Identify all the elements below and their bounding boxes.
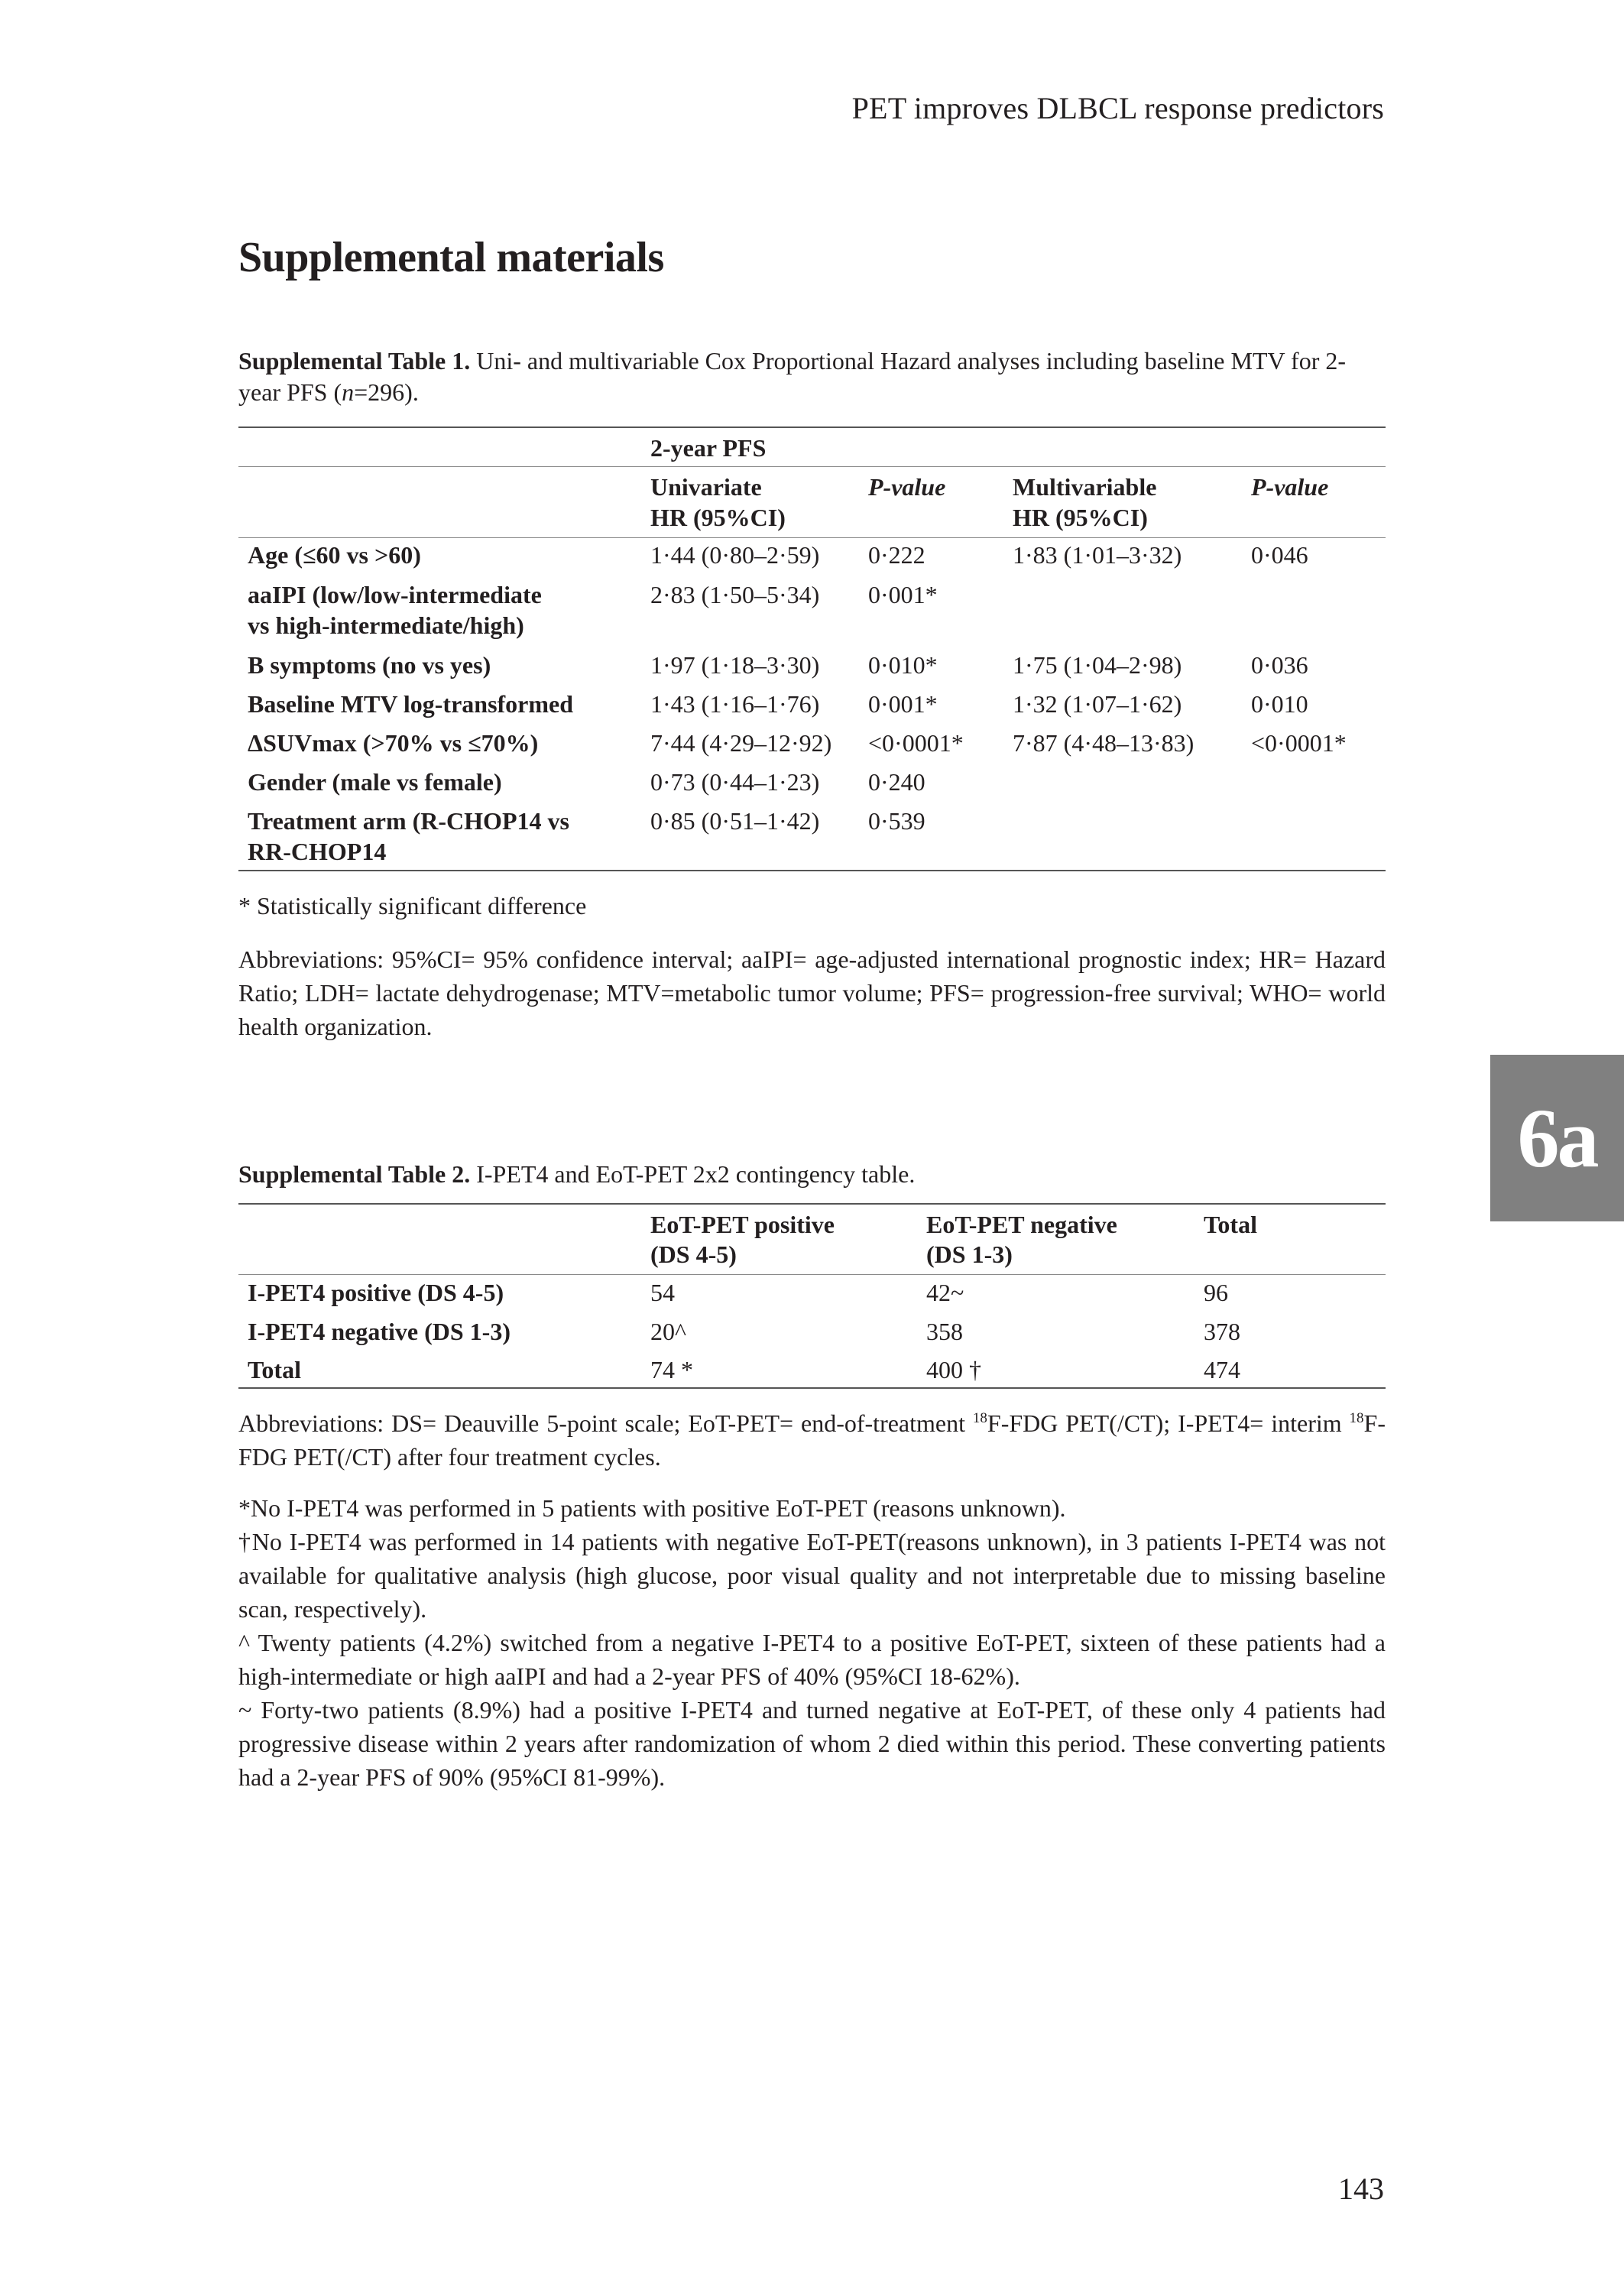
running-header: PET improves DLBCL response predictors [851, 91, 1384, 125]
table1-row-pvalue-2: 0·036 [1251, 651, 1308, 679]
table1-row-pvalue-1: 0·001* [868, 581, 938, 608]
table1-row-univariate: 1·44 (0·80–2·59) [650, 541, 820, 569]
table1-row-label: aaIPI (low/low-intermediate [248, 581, 542, 608]
table1-row-pvalue-1: 0·001* [868, 690, 938, 718]
table2-row-label: I-PET4 positive (DS 4-5) [248, 1279, 504, 1306]
table1-row-pvalue-1: 0·539 [868, 807, 925, 835]
table1-caption [238, 345, 1386, 408]
table1-row-univariate: 1·97 (1·18–3·30) [650, 651, 820, 679]
table2-abbr-part2: F-FDG PET(/CT); I-PET4= interim [987, 1409, 1350, 1437]
table1-row-label: Treatment arm (R-CHOP14 vs [248, 807, 569, 835]
table2-top-rule [238, 1203, 1386, 1205]
table2-note: *No I-PET4 was performed in 5 patients with positive EoT-PET (reasons unknown). [238, 1494, 1066, 1522]
table1-row-label: Age (≤60 vs >60) [248, 541, 421, 569]
table2-row-eot-negative: 400 † [926, 1356, 981, 1383]
table1-header-rule [238, 537, 1386, 538]
table1-row-univariate: 7·44 (4·29–12·92) [650, 729, 832, 757]
table1-row-multivariable: 1·83 (1·01–3·32) [1013, 541, 1182, 569]
table2-row-eot-positive: 74 * [650, 1356, 693, 1383]
table2-caption [238, 1159, 1386, 1190]
table1-caption-n: n [342, 378, 355, 406]
table2-header-rule [238, 1274, 1386, 1275]
table1-footnote: * Statistically significant difference [238, 892, 587, 919]
table1-caption-label: Supplemental Table 1. [238, 347, 471, 375]
table1-caption-text: Uni- and multivariable Cox Proportional Hazard analyses including baseline MTV for 2-year PFS ( [238, 347, 1346, 406]
table1-row-pvalue-1: 0·240 [868, 768, 925, 796]
table2-row-label: Total [248, 1356, 301, 1383]
table1-row-univariate: 2·83 (1·50–5·34) [650, 581, 820, 608]
table1-row-multivariable: 7·87 (4·48–13·83) [1013, 729, 1194, 757]
table1-row-pvalue-2: <0·0001* [1251, 729, 1347, 757]
table2-row-total: 378 [1204, 1318, 1240, 1345]
table2-row-eot-negative: 358 [926, 1318, 963, 1345]
table2-row-eot-negative: 42~ [926, 1279, 964, 1306]
table1-row-multivariable: 1·75 (1·04–2·98) [1013, 651, 1182, 679]
table2-row-label: I-PET4 negative (DS 1-3) [248, 1318, 511, 1345]
table2-row-eot-positive: 20^ [650, 1318, 687, 1345]
table1-row-univariate: 0·73 (0·44–1·23) [650, 768, 820, 796]
table1-row-multivariable: 1·32 (1·07–1·62) [1013, 690, 1182, 718]
chapter-tab-label: 6a [1517, 1091, 1597, 1185]
table2-col-eot-positive-ds: (DS 4-5) [650, 1241, 737, 1268]
table1-row-univariate: 0·85 (0·51–1·42) [650, 807, 820, 835]
table2-caption-label: Supplemental Table 2. [238, 1160, 471, 1188]
table1-row-label: B symptoms (no vs yes) [248, 651, 491, 679]
table1-row-pvalue-1: 0·222 [868, 541, 925, 569]
table1-caption-text-end: =296). [354, 378, 419, 406]
table1-row-pvalue-2: 0·046 [1251, 541, 1308, 569]
table2-col-eot-positive: EoT-PET positive [650, 1211, 835, 1238]
table1-col-multivariable-hr: HR (95%CI) [1013, 504, 1148, 531]
table2-caption-text: I-PET4 and EoT-PET 2x2 contingency table. [470, 1160, 916, 1188]
table1-col-pvalue-2: P-value [1251, 473, 1329, 501]
table2-note: ^ Twenty patients (4.2%) switched from a negative I-PET4 to a positive EoT-PET, sixteen of these patients had a high-intermediate or high aaIPI and had a 2-year PFS of 40% (95%CI 18-62%). [238, 1629, 1386, 1690]
table1-col-univariate: Univariate [650, 473, 762, 501]
table1-row-pvalue-2: 0·010 [1251, 690, 1308, 718]
table2-bottom-rule [238, 1387, 1386, 1389]
table2-col-eot-negative: EoT-PET negative [926, 1211, 1117, 1238]
table1-abbreviations: Abbreviations: 95%CI= 95% confidence interval; aaIPI= age-adjusted international prognostic index; HR= Hazard Ratio; LDH= lactate dehydrogenase; MTV=metabolic tumor volume; PFS= progression-free survival; WHO= world health organization. [238, 945, 1386, 1040]
table1-top-rule [238, 426, 1386, 428]
table2-col-eot-negative-ds: (DS 1-3) [926, 1241, 1013, 1268]
table2-row-total: 474 [1204, 1356, 1240, 1383]
table1-row-label: Baseline MTV log-transformed [248, 690, 574, 718]
table1-group-rule [238, 466, 1386, 467]
section-heading: Supplemental materials [238, 234, 664, 281]
table1-row-label: Gender (male vs female) [248, 768, 502, 796]
page-number: 143 [1338, 2171, 1384, 2206]
table1-row-label: ΔSUVmax (>70% vs ≤70%) [248, 729, 539, 757]
table1-bottom-rule [238, 870, 1386, 871]
table2-note: †No I-PET4 was performed in 14 patients with negative EoT-PET(reasons unknown), in 3 patients I-PET4 was not available for qualitative analysis (high glucose, poor visual quality and not interpretable due to missing baseline scan, respectively). [238, 1528, 1386, 1623]
table1-row-univariate: 1·43 (1·16–1·76) [650, 690, 820, 718]
table2-abbr-sup1: 18 [972, 1410, 987, 1426]
table1-col-multivariable: Multivariable [1013, 473, 1157, 501]
table1-group-header: 2-year PFS [650, 434, 767, 462]
table2-abbr-part3: F-FDG PET(/CT) after four treatment cycles. [238, 1409, 1386, 1471]
table2-abbreviations [238, 1406, 1386, 1474]
table2-abbr-sup2: 18 [1349, 1410, 1364, 1426]
table1-row-label-line2: RR-CHOP14 [248, 838, 387, 865]
table1-col-univariate-hr: HR (95%CI) [650, 504, 786, 531]
table2-col-total: Total [1204, 1211, 1257, 1238]
table1-col-pvalue-1: P-value [868, 473, 946, 501]
table1-row-label-line2: vs high-intermediate/high) [248, 611, 524, 639]
chapter-tab [1490, 1055, 1624, 1221]
table2-row-total: 96 [1204, 1279, 1228, 1306]
table1-row-pvalue-1: 0·010* [868, 651, 938, 679]
table1-row-pvalue-1: <0·0001* [868, 729, 964, 757]
table2-abbr-part1: Abbreviations: DS= Deauville 5-point scale; EoT-PET= end-of-treatment [238, 1409, 973, 1437]
table2-row-eot-positive: 54 [650, 1279, 675, 1306]
table2-note: ~ Forty-two patients (8.9%) had a positive I-PET4 and turned negative at EoT-PET, of these only 4 patients had progressive disease within 2 years after randomization of whom 2 died within this period. These converting patients had a 2-year PFS of 90% (95%CI 81-99%). [238, 1696, 1386, 1791]
